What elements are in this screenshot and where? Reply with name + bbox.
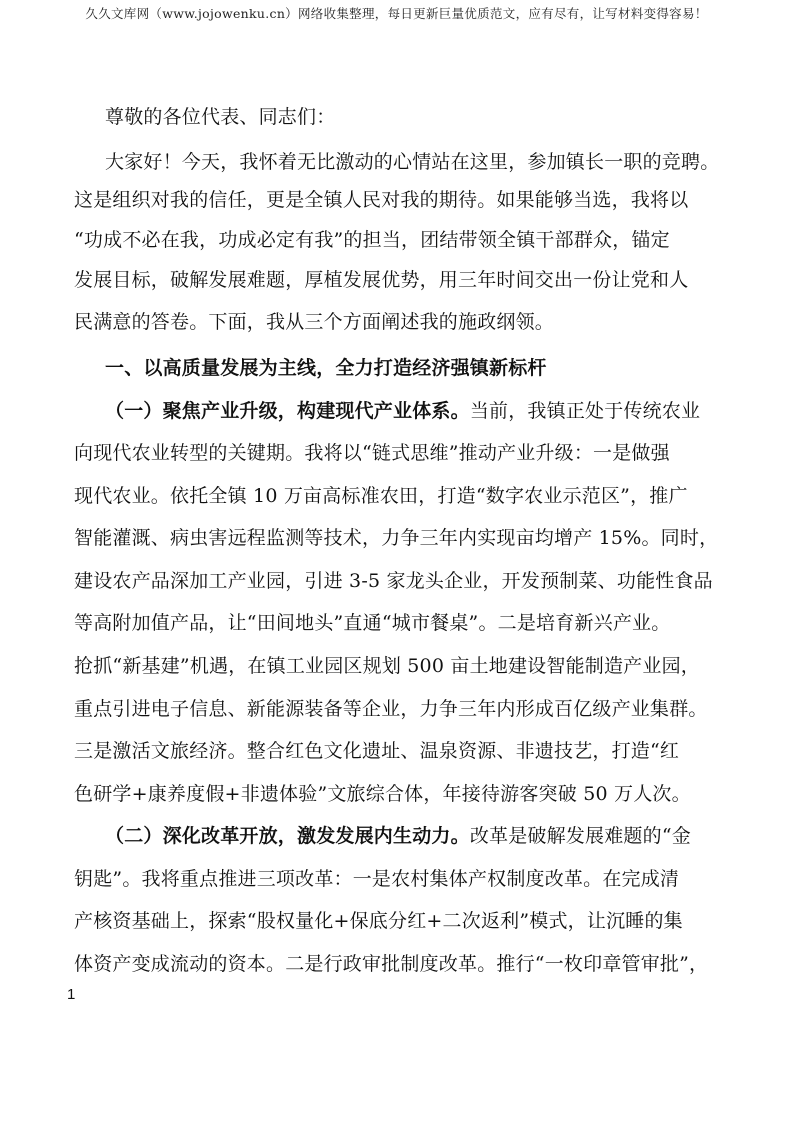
paragraph-1-line-2: 向现代农业转型的关键期。我将以“链式思维”推动产业升级：一是做强 bbox=[74, 442, 670, 464]
intro-line-4: 发展目标，破解发展难题，厚植发展优势，用三年时间交出一份让党和人 bbox=[74, 269, 689, 291]
paragraph-1-line-1-rest: 当前，我镇正处于传统农业 bbox=[469, 400, 701, 422]
paragraph-1-line-1 bbox=[105, 398, 700, 424]
paragraph-1-line-10: 色研学+康养度假+非遗体验”文旅综合体，年接待游客突破 50 万人次。 bbox=[74, 783, 691, 805]
intro-line-3: “功成不必在我，功成必定有我”的担当，团结带领全镇干部群众，锚定 bbox=[74, 229, 670, 251]
section-heading-1: 一、以高质量发展为主线，全力打造经济强镇新标杆 bbox=[105, 357, 547, 379]
paragraph-1-line-7: 抢抓“新基建”机遇，在镇工业园区规划 500 亩土地建设智能制造产业园， bbox=[74, 655, 700, 677]
paragraph-2-line-1-rest: 改革是破解发展难题的“金 bbox=[469, 825, 691, 847]
paragraph-1-line-9: 三是激活文旅经济。整合红色文化遗址、温泉资源、非遗技艺，打造“红 bbox=[74, 740, 680, 762]
paragraph-2-lead: （二）深化改革开放，激发发展内生动力。 bbox=[105, 825, 470, 847]
intro-line-1: 大家好！今天，我怀着无比激动的心情站在这里，参加镇长一职的竞聘。 bbox=[105, 151, 720, 173]
paragraph-2-line-1 bbox=[105, 823, 691, 849]
paragraph-2-line-3: 产核资基础上，探索“股权量化+保底分红+二次返利”模式，让沉睡的集 bbox=[74, 910, 683, 932]
paragraph-1-line-8: 重点引进电子信息、新能源装备等企业，力争三年内形成百亿级产业集群。 bbox=[74, 698, 708, 720]
paragraph-1-line-6: 等高附加值产品，让“田间地头”直通“城市餐桌”。二是培育新兴产业。 bbox=[74, 612, 671, 634]
paragraph-2-line-2: 钥匙”。我将重点推进三项改革：一是农村集体产权制度改革。在完成清 bbox=[74, 868, 680, 890]
intro-line-2: 这是组织对我的信任，更是全镇人民对我的期待。如果能够当选，我将以 bbox=[74, 189, 689, 211]
paragraph-1-line-4: 智能灌溉、病虫害远程监测等技术，力争三年内实现亩均增产 15%。同时， bbox=[74, 527, 719, 549]
intro-line-5: 民满意的答卷。下面，我从三个方面阐述我的施政纲领。 bbox=[74, 311, 555, 333]
paragraph-1-line-5: 建设农产品深加工产业园，引进 3-5 家龙头企业，开发预制菜、功能性食品 bbox=[74, 570, 713, 592]
page-number: 1 bbox=[67, 986, 76, 1003]
paragraph-2-line-4: 体资产变成流动的资本。二是行政审批制度改革。推行“一枚印章管审批”， bbox=[74, 953, 709, 975]
site-banner: 久久文库网（www.jojowenku.cn）网络收集整理，每日更新巨量优质范文，应有尽有，让写材料变得容易！ bbox=[85, 6, 708, 21]
paragraph-1-line-3: 现代农业。依托全镇 10 万亩高标准农田，打造“数字农业示范区”，推广 bbox=[74, 485, 688, 507]
paragraph-1-lead: （一）聚焦产业升级，构建现代产业体系。 bbox=[105, 400, 470, 422]
salutation: 尊敬的各位代表、同志们： bbox=[105, 106, 336, 128]
